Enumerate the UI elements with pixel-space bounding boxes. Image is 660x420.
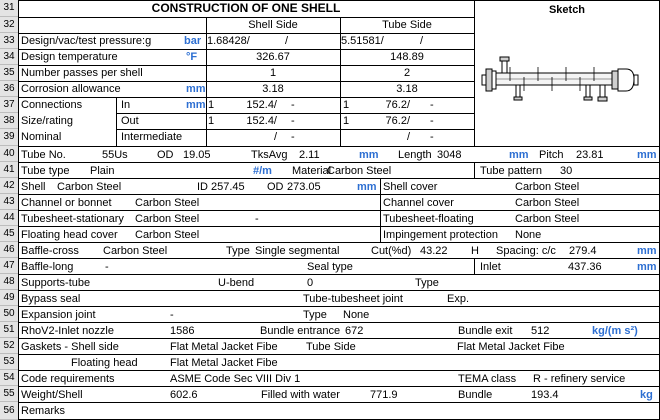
design-pressure-label: Design/vac/test pressure:g [21, 35, 152, 47]
grid-line [18, 210, 660, 211]
channel-cover-value[interactable]: Carbon Steel [515, 197, 580, 209]
impingement-label: Impingement protection [383, 229, 498, 241]
nominal-tube-d: - [430, 131, 434, 143]
rhov2-value[interactable]: 1586 [170, 325, 195, 337]
sheet-title: CONSTRUCTION OF ONE SHELL [151, 1, 341, 15]
nominal-label: Nominal [21, 131, 62, 143]
bundle-exit-label: Bundle exit [458, 325, 513, 337]
supports-tube-label: Supports-tube [21, 277, 91, 289]
bundle-weight-label: Bundle [458, 389, 493, 401]
size-rating-label: Size/rating [21, 115, 73, 127]
grid-line [18, 386, 660, 387]
row-number[interactable]: 45 [0, 226, 19, 242]
baffle-h-label: H [471, 245, 479, 257]
tube-pitch-value[interactable]: 23.81 [576, 149, 604, 161]
design-temp-label: Design temperature [21, 51, 118, 63]
inlet-label: Inlet [480, 261, 501, 273]
connections-tube-v[interactable]: 76.2/ [385, 99, 410, 111]
weight-label: Weight/Shell [21, 389, 83, 401]
shell-unit: mm [357, 181, 377, 193]
design-pressure-shell-sep: / [285, 35, 289, 47]
grid-line [18, 97, 474, 98]
channel-cover-label: Channel cover [383, 197, 454, 209]
filled-water-value[interactable]: 771.9 [370, 389, 398, 401]
grid-line [18, 242, 660, 243]
row-number[interactable]: 31 [0, 0, 19, 17]
row-number[interactable]: 47 [0, 258, 19, 274]
grid-line [18, 178, 660, 179]
tubesheet-stationary-material[interactable]: Carbon Steel [135, 213, 200, 225]
tube-type-unit: #/m [253, 165, 272, 177]
grid-line [18, 226, 660, 227]
baffle-cut-value[interactable]: 43.22 [420, 245, 448, 257]
row-number[interactable]: 50 [0, 306, 19, 322]
tube-type-label: Tube type [21, 165, 70, 177]
size-rating-tube-n[interactable]: 1 [343, 115, 350, 127]
gaskets-tube-label: Tube Side [306, 341, 356, 353]
tube-no-label: Tube No. [21, 149, 66, 161]
inlet-unit: mm [637, 261, 657, 273]
row-number[interactable]: 38 [0, 113, 19, 129]
baffle-spacing-unit: mm [637, 245, 657, 257]
passes-tube[interactable]: 2 [403, 67, 411, 79]
connections-tube-d: - [430, 99, 434, 111]
design-temp-tube[interactable]: 148.89 [390, 51, 424, 63]
grid-line [116, 97, 117, 146]
filled-water-label: Filled with water [261, 389, 340, 401]
tubesheet-stationary-label: Tubesheet-stationary [21, 213, 124, 225]
baffle-spacing-label: Spacing: c/c [496, 245, 556, 257]
grid-line [18, 258, 660, 259]
row-number[interactable]: 40 [0, 146, 19, 162]
row-number[interactable]: 49 [0, 290, 19, 306]
shell-od-value[interactable]: 273.05 [287, 181, 321, 193]
gaskets-shell-label: Gaskets - Shell side [21, 341, 119, 353]
corrosion-tube[interactable]: 3.18 [396, 83, 418, 95]
grid-line [18, 322, 660, 323]
grid-line [18, 402, 660, 403]
grid-line [18, 162, 660, 163]
shell-label: Shell [21, 181, 46, 193]
tube-length-value[interactable]: 3048 [437, 149, 462, 161]
nominal-shell-d: - [291, 131, 295, 143]
size-rating-tube-v[interactable]: 76.2/ [385, 115, 410, 127]
floating-head-gasket-value[interactable]: Flat Metal Jacket Fibe [170, 357, 278, 369]
connections-shell-n[interactable]: 1 [208, 99, 215, 111]
floating-head-cover-label: Floating head cover [21, 229, 118, 241]
inlet-value[interactable]: 437.36 [568, 261, 602, 273]
row-number[interactable]: 34 [0, 49, 19, 65]
design-temp-shell[interactable]: 326.67 [256, 51, 290, 63]
connections-label: Connections [21, 99, 83, 111]
tube-side-header: Tube Side [382, 19, 432, 31]
connections-unit: mm [186, 99, 206, 111]
tubesheet-stationary-dash: - [255, 213, 259, 225]
connections-shell-v[interactable]: 152.4/ [246, 99, 277, 111]
bundle-entrance-value[interactable]: 672 [345, 325, 364, 337]
nominal-intermediate-label: Intermediate [121, 131, 183, 143]
row-number[interactable]: 33 [0, 33, 19, 49]
grid-line [18, 65, 474, 66]
code-label: Code requirements [21, 373, 115, 385]
size-rating-shell-n[interactable]: 1 [208, 115, 215, 127]
row-number[interactable]: 37 [0, 97, 19, 113]
grid-line [116, 113, 474, 114]
weight-value[interactable]: 602.6 [170, 389, 198, 401]
ubend-value[interactable]: 0 [307, 277, 314, 289]
gaskets-tube-value[interactable]: Flat Metal Jacket Fibe [457, 341, 565, 353]
size-rating-tube-d: - [430, 115, 434, 127]
design-pressure-tube-sep: / [420, 35, 424, 47]
bundle-weight-value[interactable]: 193.4 [531, 389, 559, 401]
tube-length-label: Length [398, 149, 432, 161]
row-number[interactable]: 56 [0, 402, 19, 420]
nominal-tube-v[interactable]: / [406, 131, 410, 143]
shell-od-label: OD [267, 181, 284, 193]
tube-type-value[interactable]: Plain [90, 165, 115, 177]
shell-cover-label: Shell cover [383, 181, 438, 193]
passes-shell[interactable]: 1 [269, 67, 277, 79]
row-number[interactable]: 55 [0, 386, 19, 402]
remarks-label: Remarks [21, 405, 66, 417]
grid-line [18, 33, 474, 34]
row-number[interactable]: 51 [0, 322, 19, 338]
shell-id-label: ID [197, 181, 208, 193]
corrosion-label: Corrosion allowance [21, 83, 121, 95]
bundle-entrance-label: Bundle entrance [260, 325, 341, 337]
floating-head-cover-material[interactable]: Carbon Steel [135, 229, 200, 241]
bundle-exit-value[interactable]: 512 [531, 325, 550, 337]
grid-line [18, 354, 660, 355]
grid-line [18, 370, 660, 371]
row-number[interactable]: 54 [0, 370, 19, 386]
bypass-seal-label: Bypass seal [21, 293, 81, 305]
row-number[interactable]: 32 [0, 17, 19, 33]
tubesheet-floating-value[interactable]: Carbon Steel [515, 213, 580, 225]
expansion-type-value[interactable]: None [343, 309, 370, 321]
connections-tube-n[interactable]: 1 [343, 99, 350, 111]
floating-head-gasket-label: Floating head [71, 357, 138, 369]
exchanger-sketch [476, 17, 654, 145]
grid-line [116, 129, 474, 130]
tube-tks-value[interactable]: 2.11 [299, 149, 320, 161]
tube-unit-2: mm [509, 149, 529, 161]
design-pressure-unit: bar [184, 35, 202, 47]
tube-material-value[interactable]: Carbon Steel [327, 165, 392, 177]
baffle-type-value[interactable]: Single segmental [255, 245, 340, 257]
size-rating-shell-d: - [291, 115, 295, 127]
size-rating-shell-v[interactable]: 152.4/ [246, 115, 277, 127]
baffle-long-value[interactable]: - [105, 261, 109, 273]
rhov2-unit: kg/(m s²) [592, 325, 638, 337]
design-temp-unit: °F [186, 51, 198, 63]
sketch-title: Sketch [548, 4, 586, 16]
grid-line [18, 306, 660, 307]
tubesheet-joint-value[interactable]: Exp. [447, 293, 470, 305]
row-number[interactable]: 44 [0, 210, 19, 226]
grid-line [18, 81, 474, 82]
row-number[interactable]: 41 [0, 162, 19, 178]
tube-unit-3: mm [637, 149, 657, 161]
tube-pitch-label: Pitch [539, 149, 564, 161]
code-value[interactable]: ASME Code Sec VIII Div 1 [170, 373, 301, 385]
impingement-value[interactable]: None [515, 229, 542, 241]
seal-type-label: Seal type [307, 261, 353, 273]
connections-in-label: In [121, 99, 131, 111]
baffle-cross-material[interactable]: Carbon Steel [103, 245, 168, 257]
ubend-label: U-bend [218, 277, 255, 289]
row-number[interactable]: 52 [0, 338, 19, 354]
size-rating-out-label: Out [121, 115, 139, 127]
grid-line [18, 290, 660, 291]
row-number[interactable]: 35 [0, 65, 19, 81]
tubesheet-floating-label: Tubesheet-floating [383, 213, 474, 225]
rhov2-label: RhoV2-Inlet nozzle [21, 325, 114, 337]
expansion-joint-label: Expansion joint [21, 309, 96, 321]
baffle-cross-label: Baffle-cross [21, 245, 79, 257]
passes-label: Number passes per shell [21, 67, 143, 79]
nominal-shell-v[interactable]: / [273, 131, 277, 143]
baffle-cut-label: Cut(%d) [371, 245, 412, 257]
expansion-joint-value[interactable]: - [170, 309, 174, 321]
grid-line [474, 258, 475, 274]
row-number[interactable]: 39 [0, 129, 19, 146]
corrosion-shell[interactable]: 3.18 [262, 83, 284, 95]
row-number[interactable]: 43 [0, 194, 19, 210]
tubesheet-joint-label: Tube-tubesheet joint [303, 293, 403, 305]
tube-no-value[interactable]: 55Us [102, 149, 128, 161]
design-pressure-shell[interactable]: 1.68428/ [207, 35, 250, 47]
connections-shell-d: - [291, 99, 295, 111]
design-pressure-tube[interactable]: 5.51581/ [341, 35, 384, 47]
tube-pattern-label: Tube pattern [480, 165, 542, 177]
row-number[interactable]: 42 [0, 178, 19, 194]
row-number[interactable]: 48 [0, 274, 19, 290]
shell-and-tube-exchanger-icon [476, 17, 654, 145]
tema-class-label: TEMA class [458, 373, 517, 385]
weight-unit: kg [640, 389, 653, 401]
tube-unit-1: mm [359, 149, 379, 161]
channel-material[interactable]: Carbon Steel [135, 197, 200, 209]
row-number[interactable]: 36 [0, 81, 19, 97]
shell-id-value[interactable]: 257.45 [211, 181, 245, 193]
grid-line [18, 194, 660, 195]
shell-cover-value[interactable]: Carbon Steel [515, 181, 580, 193]
grid-line [18, 146, 660, 147]
gaskets-shell-value[interactable]: Flat Metal Jacket Fibe [170, 341, 278, 353]
corrosion-unit: mm [186, 83, 206, 95]
tube-tks-label: TksAvg [251, 149, 288, 161]
shell-side-header: Shell Side [248, 19, 298, 31]
shell-material[interactable]: Carbon Steel [57, 181, 122, 193]
tube-od-label: OD [157, 149, 174, 161]
supports-type-label: Type [415, 277, 439, 289]
channel-label: Channel or bonnet [21, 197, 112, 209]
tube-material-label: Material [292, 165, 332, 177]
row-number[interactable]: 46 [0, 242, 19, 258]
expansion-type-label: Type [303, 309, 327, 321]
grid-line [18, 338, 660, 339]
tube-od-value[interactable]: 19.05 [183, 149, 211, 161]
grid-line [18, 274, 660, 275]
grid-line [18, 49, 474, 50]
tube-pattern-value[interactable]: 30 [560, 165, 573, 177]
grid-line [474, 0, 475, 146]
baffle-spacing-value[interactable]: 279.4 [569, 245, 597, 257]
row-number[interactable]: 53 [0, 354, 19, 370]
grid-line [474, 162, 475, 178]
tema-class-value[interactable]: R - refinery service [533, 373, 626, 385]
baffle-type-label: Type [226, 245, 250, 257]
baffle-long-label: Baffle-long [21, 261, 74, 273]
